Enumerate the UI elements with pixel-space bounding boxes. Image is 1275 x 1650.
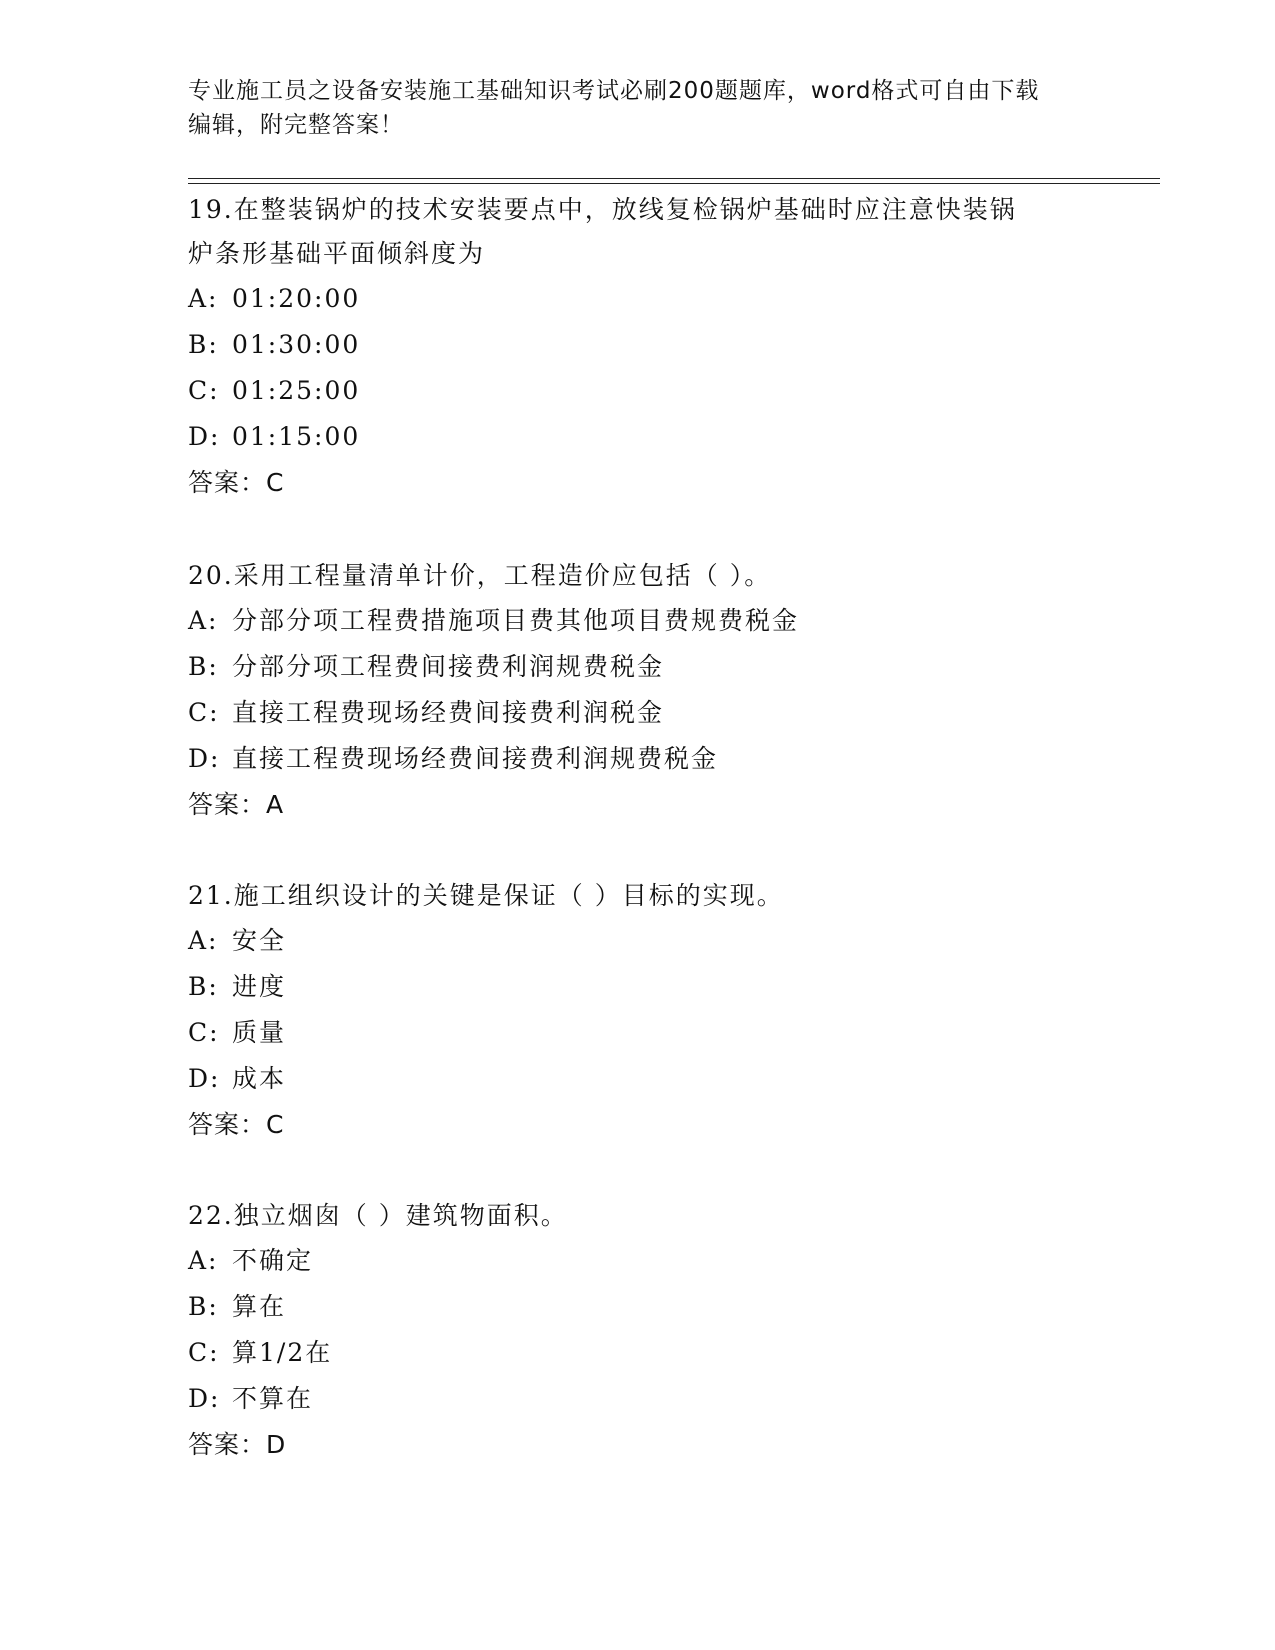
question-20 [188,554,1088,828]
option-text: 01:15:00 [232,422,361,451]
option-b [188,644,1088,690]
question-stem [188,1194,1088,1238]
option-letter: D: [188,422,221,451]
option-a [188,918,1088,964]
option-letter: C: [188,698,220,727]
option-letter: B: [188,652,219,681]
header-title-line2: 编辑，附完整答案！ [188,112,404,138]
answer-label: 答案：C [188,1110,285,1139]
option-text: 01:25:00 [232,376,361,405]
option-d [188,414,1088,460]
option-letter: A: [188,606,219,635]
option-b [188,1284,1088,1330]
option-text: 算在 [232,1292,287,1321]
option-text: 算1/2在 [232,1338,333,1367]
option-b [188,964,1088,1010]
option-text: 01:20:00 [232,284,361,313]
header-divider-top [188,178,1160,179]
option-text: 进度 [232,972,287,1001]
header-title-line1: 专业施工员之设备安装施工基础知识考试必刷200题题库，word格式可自由下载 [188,78,1040,104]
option-letter: A: [188,926,219,955]
option-a [188,598,1088,644]
option-a [188,1238,1088,1284]
question-stem-line: 21.施工组织设计的关键是保证（ ）目标的实现。 [188,881,784,910]
question-stem-line: 22.独立烟囱（ ）建筑物面积。 [188,1201,568,1230]
document-header [188,74,1088,142]
header-divider-bottom [188,183,1160,184]
option-letter: A: [188,1246,219,1275]
option-letter: B: [188,330,219,359]
question-stem-line: 19.在整装锅炉的技术安装要点中，放线复检锅炉基础时应注意快装锅 [188,195,1017,224]
option-letter: C: [188,1338,220,1367]
option-letter: D: [188,1064,221,1093]
option-text: 分部分项工程费间接费利润规费税金 [232,652,665,681]
option-text: 直接工程费现场经费间接费利润税金 [232,698,665,727]
answer-label: 答案：A [188,790,285,819]
option-letter: C: [188,376,220,405]
option-text: 不算在 [232,1384,314,1413]
option-text: 安全 [232,926,287,955]
option-d [188,736,1088,782]
option-text: 01:30:00 [232,330,361,359]
option-d [188,1056,1088,1102]
option-letter: D: [188,744,221,773]
question-stem [188,874,1088,918]
option-c [188,690,1088,736]
option-letter: B: [188,1292,219,1321]
option-text: 不确定 [232,1246,314,1275]
question-stem-line: 炉条形基础平面倾斜度为 [188,239,486,268]
question-21 [188,874,1088,1148]
question-stem [188,188,1088,276]
answer-label: 答案：D [188,1430,287,1459]
option-d [188,1376,1088,1422]
option-letter: D: [188,1384,221,1413]
option-a [188,276,1088,322]
option-text: 成本 [232,1064,287,1093]
option-letter: A: [188,284,219,313]
option-c [188,368,1088,414]
option-b [188,322,1088,368]
question-22 [188,1194,1088,1468]
option-letter: B: [188,972,219,1001]
question-stem [188,554,1088,598]
option-text: 分部分项工程费措施项目费其他项目费规费税金 [232,606,800,635]
option-c [188,1010,1088,1056]
option-text: 直接工程费现场经费间接费利润规费税金 [232,744,719,773]
option-c [188,1330,1088,1376]
answer-label: 答案：C [188,468,285,497]
question-19 [188,188,1088,506]
option-letter: C: [188,1018,220,1047]
question-stem-line: 20.采用工程量清单计价，工程造价应包括（ ）。 [188,561,772,590]
option-text: 质量 [232,1018,287,1047]
